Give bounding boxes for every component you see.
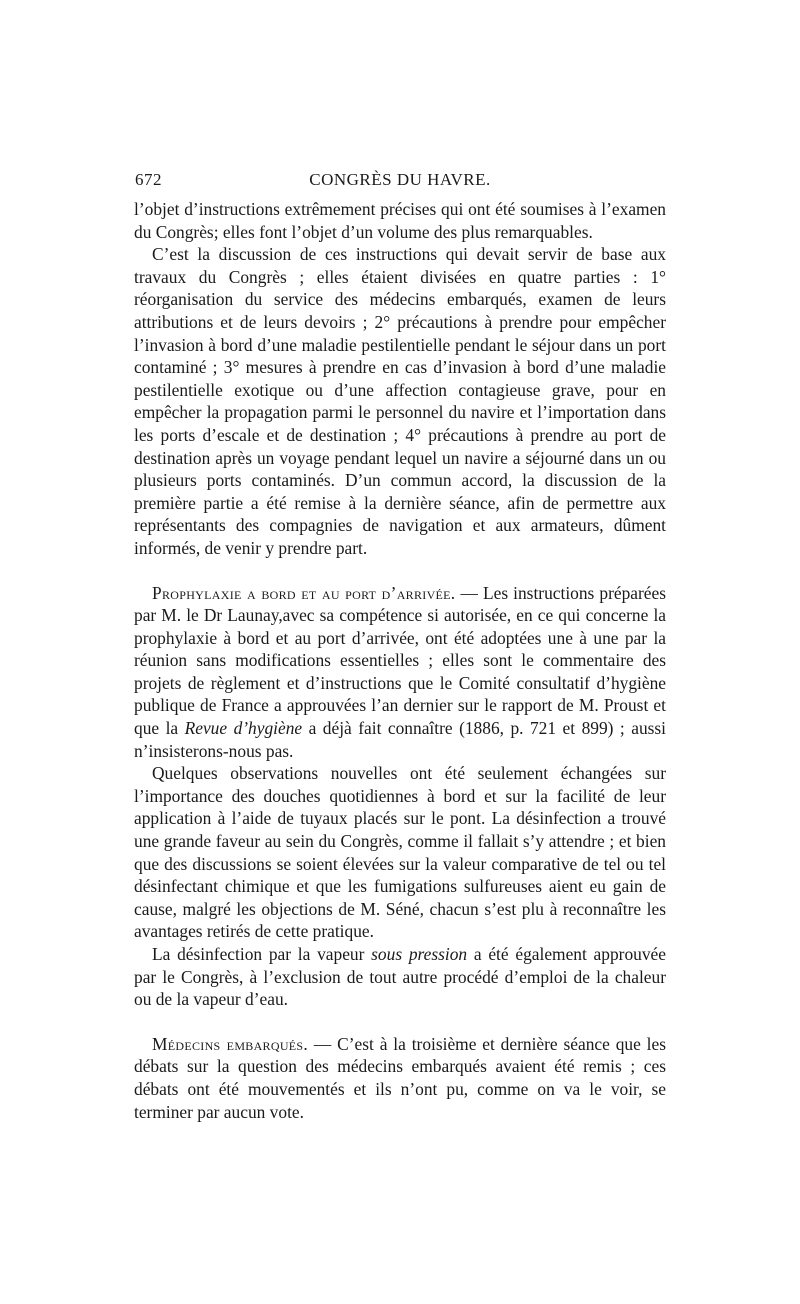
paragraph-prophylaxie-text-b: a déjà fait connaître (1886, p. 721 et 899) ; aussi n’insisterons-nous pas. (134, 718, 667, 761)
paragraph-medecins-text: — C’est à la troisième et dernière séance que les débats sur la question des médecins embarqués avaient été remis ; ces débats ont été mouvementés et ils n’ont pu, comme on va le voir, se terminer par aucun vote. (134, 1033, 666, 1122)
paragraph-prophylaxie (134, 582, 666, 763)
paragraph-continuation: l’objet d’instructions extrêmement précises qui ont été soumises à l’examen du Congrès; elles font l’objet d’un volume des plus remarquables. (134, 199, 666, 242)
paragraph-desinfection-text-b: a été également approuvée par le Congrès, à l’exclusion de tout autre procédé d’emploi de la chaleur ou de la vapeur d’eau. (134, 944, 666, 1010)
emphasis-sous-pression: sous pression (371, 944, 468, 964)
paragraph-desinfection (134, 943, 666, 1011)
body-text (134, 198, 666, 1123)
section-heading-medecins: Médecins embarqués. (152, 1033, 309, 1054)
paragraph-observations: Quelques observations nouvelles ont été seulement échangées sur l’importance des douches quotidiennes à bord et sur la facilité de leur application à l’aide de tuyaux placés sur le pont. La désinfection a trouvé une grande faveur au sein du Congrès, comme il fallait s’y attendre ; et bien que des discussions se soient élevées sur la valeur comparative de tel ou tel désinfectant chimique et que les fumigations sulfureuses aient eu gain de cause, malgré les objections de M. Séné, chacun s’est plu à reconnaître les avantages retirés de cette pratique. (134, 763, 666, 942)
paragraph-desinfection-text-a: La désinfection par la vapeur (152, 944, 372, 964)
paragraph-instructions: C’est la discussion de ces instructions qui devait servir de base aux travaux du Congrès ; elles étaient divisées en quatre parties : 1° réorganisation du service des médecins embarqués, examen de leurs attributions et de leurs devoirs ; 2° précautions à prendre pour empêcher l’invasion à bord d’une maladie pestilentielle pendant le séjour dans un port contaminé ; 3° mesures à prendre en cas d’invasion à bord d’une maladie pestilentielle exotique ou d’une affection contagieuse grave, pour en empêcher la propagation parmi le personnel du navire et l’importation dans les ports d’escale et de destination ; 4° précautions à prendre au port de destination après un voyage pendant lequel un navire a séjourné dans un ou plusieurs ports contaminés. D’un commun accord, la discussion de la première partie a été remise à la dernière séance, afin de permettre aux représentants des compagnies de navigation et aux armateurs, dûment informés, de venir y prendre part. (134, 244, 666, 558)
section-divider (134, 560, 666, 582)
page-number: 672 (135, 170, 162, 189)
page-header (135, 170, 665, 194)
journal-title: Revue d’hygiène (184, 718, 303, 739)
paragraph-prophylaxie-text-a: — Les instructions préparées par M. le Dr Launay,avec sa compétence si autorisée, en ce qui concerne la prophylaxie à bord et au port d’arrivée, ont été adoptées une à une par la réunion sans modifications essentielles ; elles sont le commentaire des projets de règlement et d’instructions que le Comité consultatif d’hygiène publique de France a approuvées l’an dernier sur le rapport de M. Proust et que la (134, 582, 666, 739)
section-heading-prophylaxie: Prophylaxie a bord et au port d’arrivée. (152, 582, 456, 603)
paragraph-medecins (134, 1033, 666, 1123)
running-title: CONGRÈS DU HAVRE. (309, 170, 491, 189)
section-divider (134, 1011, 666, 1033)
